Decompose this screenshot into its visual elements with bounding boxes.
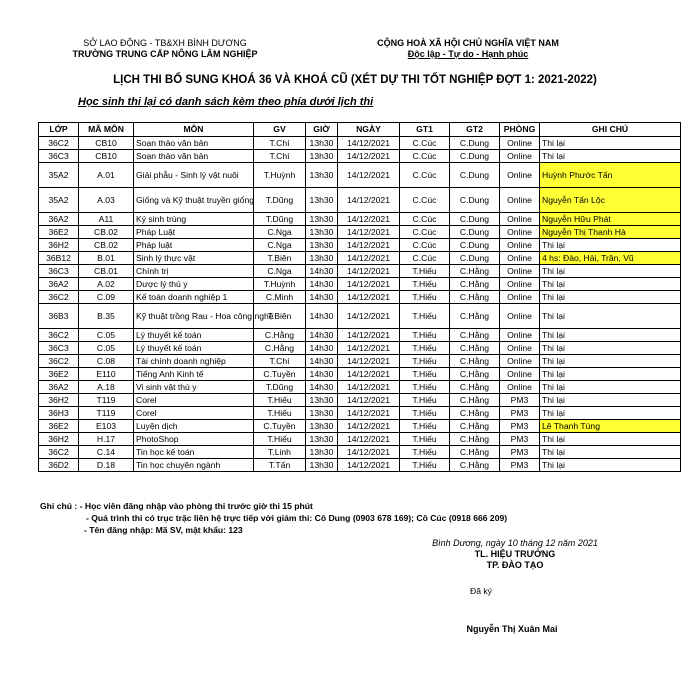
cell-time: 13h30	[306, 433, 338, 446]
cell-proctor2: C.Hằng	[450, 394, 500, 407]
cell-proctor1: T.Hiếu	[400, 446, 450, 459]
cell-date: 14/12/2021	[338, 329, 400, 342]
cell-subject: Pháp Luật	[134, 226, 254, 239]
cell-room: Online	[500, 252, 540, 265]
cell-teacher: T.Chí	[254, 355, 306, 368]
cell-subject: Vi sinh vật thú y	[134, 381, 254, 394]
table-row	[39, 355, 681, 368]
cell-date: 14/12/2021	[338, 446, 400, 459]
cell-notes: Thi lại	[540, 433, 681, 446]
cell-subject: Lý thuyết kế toán	[134, 342, 254, 355]
table-row	[39, 291, 681, 304]
cell-subject-code: CB.02	[79, 226, 134, 239]
cell-subject-code: E103	[79, 420, 134, 433]
cell-teacher: C.Nga	[254, 226, 306, 239]
col-header-subject: MÔN	[134, 123, 254, 137]
table-row	[39, 407, 681, 420]
cell-teacher: C.Hằng	[254, 329, 306, 342]
note-contact: - Quá trình thi có trục trặc liên hệ trực tiếp với giám thi: Cô Dung (0903 678 169); Cô Cúc (0918 666 209)	[86, 513, 508, 523]
table-row	[39, 265, 681, 278]
cell-room: Online	[500, 163, 540, 188]
cell-subject-code: H.17	[79, 433, 134, 446]
cell-subject-code: T119	[79, 407, 134, 420]
cell-class: 36C3	[39, 150, 79, 163]
cell-subject-code: C.14	[79, 446, 134, 459]
cell-room: Online	[500, 137, 540, 150]
cell-notes: Thi lại	[540, 265, 681, 278]
cell-proctor1: C.Cúc	[400, 213, 450, 226]
cell-subject-code: C.05	[79, 342, 134, 355]
cell-date: 14/12/2021	[338, 420, 400, 433]
cell-time: 14h30	[306, 278, 338, 291]
cell-proctor2: C.Dung	[450, 239, 500, 252]
cell-notes: Thi lại	[540, 304, 681, 329]
cell-class: 36H2	[39, 394, 79, 407]
cell-proctor1: C.Cúc	[400, 188, 450, 213]
cell-time: 14h30	[306, 342, 338, 355]
cell-date: 14/12/2021	[338, 381, 400, 394]
cell-subject-code: CB.01	[79, 265, 134, 278]
cell-proctor1: C.Cúc	[400, 226, 450, 239]
issuer-header	[35, 38, 295, 60]
cell-notes: Thi lại	[540, 329, 681, 342]
note-credentials: - Tên đăng nhập: Mã SV, mật khẩu: 123	[84, 525, 243, 535]
cell-time: 14h30	[306, 381, 338, 394]
cell-subject: Pháp luật	[134, 239, 254, 252]
cell-room: Online	[500, 304, 540, 329]
cell-subject: Tiếng Anh Kinh tế	[134, 368, 254, 381]
cell-subject: Corel	[134, 407, 254, 420]
col-header-date: NGÀY	[338, 123, 400, 137]
cell-notes: Lê Thanh Tùng	[540, 420, 681, 433]
cell-time: 14h30	[306, 329, 338, 342]
cell-proctor1: T.Hiếu	[400, 278, 450, 291]
cell-date: 14/12/2021	[338, 252, 400, 265]
cell-proctor2: C.Hằng	[450, 420, 500, 433]
cell-class: 36C2	[39, 137, 79, 150]
table-row	[39, 368, 681, 381]
cell-date: 14/12/2021	[338, 163, 400, 188]
cell-date: 14/12/2021	[338, 188, 400, 213]
cell-proctor1: C.Cúc	[400, 137, 450, 150]
cell-room: PM3	[500, 407, 540, 420]
cell-time: 13h30	[306, 188, 338, 213]
cell-notes: Thi lại	[540, 291, 681, 304]
cell-subject-code: C.05	[79, 329, 134, 342]
cell-date: 14/12/2021	[338, 433, 400, 446]
cell-date: 14/12/2021	[338, 459, 400, 472]
cell-room: Online	[500, 213, 540, 226]
cell-notes: Thi lại	[540, 368, 681, 381]
table-row	[39, 213, 681, 226]
table-row	[39, 226, 681, 239]
cell-subject-code: A11	[79, 213, 134, 226]
cell-proctor2: C.Hằng	[450, 459, 500, 472]
cell-teacher: C.Nga	[254, 265, 306, 278]
document-title: LỊCH THI BỔ SUNG KHOÁ 36 VÀ KHOÁ CŨ (XÉT DỰ THI TỐT NGHIỆP ĐỢT 1: 2021-2022)	[113, 74, 597, 86]
col-header-class: LỚP	[39, 123, 79, 137]
cell-class: 36C3	[39, 265, 79, 278]
cell-subject: Ký sinh trùng	[134, 213, 254, 226]
cell-proctor1: T.Hiếu	[400, 265, 450, 278]
cell-notes: Nguyễn Thị Thanh Hà	[540, 226, 681, 239]
cell-class: 35A2	[39, 188, 79, 213]
cell-time: 14h30	[306, 368, 338, 381]
cell-subject-code: C.08	[79, 355, 134, 368]
cell-proctor2: C.Dung	[450, 163, 500, 188]
cell-subject: Kỹ thuật trồng Rau - Hoa công nghệ	[134, 304, 254, 329]
cell-teacher: T.Dũng	[254, 188, 306, 213]
table-row	[39, 304, 681, 329]
signature-block	[395, 538, 635, 571]
cell-subject: Lý thuyết kế toán	[134, 329, 254, 342]
table-row	[39, 239, 681, 252]
cell-subject: PhotoShop	[134, 433, 254, 446]
col-header-proctor2: GT2	[450, 123, 500, 137]
table-row	[39, 188, 681, 213]
cell-date: 14/12/2021	[338, 304, 400, 329]
table-row	[39, 446, 681, 459]
cell-room: Online	[500, 355, 540, 368]
cell-teacher: T.Tấn	[254, 459, 306, 472]
cell-teacher: C.Hằng	[254, 342, 306, 355]
cell-notes: Nguyễn Tấn Lộc	[540, 188, 681, 213]
cell-class: 36C3	[39, 342, 79, 355]
signer-name: Nguyễn Thị Xuân Mai	[466, 624, 558, 634]
cell-room: PM3	[500, 394, 540, 407]
cell-proctor2: C.Dung	[450, 188, 500, 213]
cell-subject: Soạn thảo văn bản	[134, 137, 254, 150]
cell-class: 36H2	[39, 433, 79, 446]
cell-room: Online	[500, 278, 540, 291]
cell-notes: Thi lại	[540, 446, 681, 459]
cell-date: 14/12/2021	[338, 137, 400, 150]
cell-room: Online	[500, 342, 540, 355]
cell-proctor2: C.Dung	[450, 213, 500, 226]
cell-proctor2: C.Hằng	[450, 304, 500, 329]
cell-class: 36C2	[39, 446, 79, 459]
cell-teacher: C.Tuyền	[254, 368, 306, 381]
col-header-notes: GHI CHÚ	[540, 123, 681, 137]
cell-subject-code: C.09	[79, 291, 134, 304]
cell-notes: Thi lại	[540, 137, 681, 150]
table-row	[39, 459, 681, 472]
cell-subject: Tài chính doanh nghiệp	[134, 355, 254, 368]
cell-subject-code: T119	[79, 394, 134, 407]
cell-proctor2: C.Hằng	[450, 342, 500, 355]
notes-section	[40, 500, 507, 536]
cell-teacher: T.Huỳnh	[254, 278, 306, 291]
cell-subject-code: CB10	[79, 137, 134, 150]
cell-teacher: T.Biên	[254, 304, 306, 329]
col-header-proctor1: GT1	[400, 123, 450, 137]
issuer-department: SỞ LAO ĐỘNG - TB&XH BÌNH DƯƠNG	[83, 38, 247, 48]
cell-date: 14/12/2021	[338, 278, 400, 291]
cell-class: 36C2	[39, 355, 79, 368]
table-row	[39, 163, 681, 188]
cell-teacher: T.Huỳnh	[254, 163, 306, 188]
cell-subject: Corel	[134, 394, 254, 407]
cell-date: 14/12/2021	[338, 407, 400, 420]
cell-subject: Sinh lý thực vật	[134, 252, 254, 265]
cell-subject: Chính trị	[134, 265, 254, 278]
cell-notes: Huỳnh Phước Tấn	[540, 163, 681, 188]
national-name: CỘNG HOÀ XÃ HỘI CHỦ NGHĨA VIỆT NAM	[377, 38, 559, 48]
table-row	[39, 381, 681, 394]
cell-time: 13h30	[306, 252, 338, 265]
cell-date: 14/12/2021	[338, 265, 400, 278]
cell-proctor2: C.Hằng	[450, 355, 500, 368]
cell-proctor2: C.Hằng	[450, 278, 500, 291]
cell-class: 36A2	[39, 278, 79, 291]
cell-subject: Dược lý thú y	[134, 278, 254, 291]
cell-time: 13h30	[306, 459, 338, 472]
signature-role-2: TP. ĐÀO TẠO	[486, 560, 544, 570]
cell-time: 14h30	[306, 291, 338, 304]
table-header-row	[39, 123, 681, 137]
cell-notes: Thi lại	[540, 278, 681, 291]
cell-class: 36E2	[39, 226, 79, 239]
cell-class: 35A2	[39, 163, 79, 188]
col-header-room: PHÒNG	[500, 123, 540, 137]
cell-time: 13h30	[306, 239, 338, 252]
cell-proctor1: T.Hiếu	[400, 459, 450, 472]
cell-subject: Luyện dịch	[134, 420, 254, 433]
cell-class: 36A2	[39, 381, 79, 394]
cell-subject-code: A.18	[79, 381, 134, 394]
cell-class: 36C2	[39, 329, 79, 342]
cell-room: Online	[500, 239, 540, 252]
signature-role-1: TL. HIỆU TRƯỞNG	[474, 549, 556, 559]
cell-time: 14h30	[306, 265, 338, 278]
cell-proctor2: C.Hằng	[450, 407, 500, 420]
cell-date: 14/12/2021	[338, 368, 400, 381]
cell-notes: Thi lại	[540, 407, 681, 420]
cell-proctor1: T.Hiếu	[400, 368, 450, 381]
cell-proctor1: C.Cúc	[400, 252, 450, 265]
cell-room: Online	[500, 381, 540, 394]
cell-room: Online	[500, 188, 540, 213]
table-row	[39, 252, 681, 265]
document-subtitle: Học sinh thi lại có danh sách kèm theo phía dưới lịch thi	[78, 96, 374, 108]
cell-notes: Thi lại	[540, 239, 681, 252]
cell-date: 14/12/2021	[338, 394, 400, 407]
cell-teacher: T.Chí	[254, 137, 306, 150]
cell-proctor2: C.Dung	[450, 252, 500, 265]
cell-room: Online	[500, 226, 540, 239]
national-motto: Độc lập - Tự do - Hạnh phúc	[407, 49, 529, 59]
signed-mark: Đã ký	[470, 586, 492, 596]
cell-proctor1: T.Hiếu	[400, 291, 450, 304]
cell-proctor2: C.Dung	[450, 137, 500, 150]
cell-teacher: C.Minh	[254, 291, 306, 304]
cell-proctor1: T.Hiếu	[400, 355, 450, 368]
cell-time: 13h30	[306, 446, 338, 459]
cell-date: 14/12/2021	[338, 342, 400, 355]
cell-proctor2: C.Hằng	[450, 446, 500, 459]
cell-subject-code: CB.02	[79, 239, 134, 252]
cell-room: PM3	[500, 459, 540, 472]
cell-subject: Tin học chuyên ngành	[134, 459, 254, 472]
cell-class: 36E2	[39, 368, 79, 381]
cell-proctor1: T.Hiếu	[400, 304, 450, 329]
cell-room: Online	[500, 265, 540, 278]
col-header-time: GIỜ	[306, 123, 338, 137]
cell-date: 14/12/2021	[338, 213, 400, 226]
cell-subject-code: E110	[79, 368, 134, 381]
cell-room: Online	[500, 329, 540, 342]
col-header-teacher: GV	[254, 123, 306, 137]
table-row	[39, 433, 681, 446]
cell-subject: Tin học kế toán	[134, 446, 254, 459]
cell-notes: Thi lại	[540, 342, 681, 355]
cell-date: 14/12/2021	[338, 239, 400, 252]
cell-class: 36B12	[39, 252, 79, 265]
cell-proctor2: C.Hằng	[450, 433, 500, 446]
cell-proctor2: C.Hằng	[450, 381, 500, 394]
cell-notes: Thi lại	[540, 150, 681, 163]
cell-teacher: T.Hiếu	[254, 394, 306, 407]
cell-room: PM3	[500, 446, 540, 459]
cell-teacher: T.Dũng	[254, 213, 306, 226]
cell-teacher: T.Biên	[254, 252, 306, 265]
cell-class: 36H3	[39, 407, 79, 420]
cell-subject-code: D.18	[79, 459, 134, 472]
cell-proctor1: T.Hiếu	[400, 381, 450, 394]
cell-room: PM3	[500, 433, 540, 446]
cell-teacher: T.Chí	[254, 150, 306, 163]
cell-proctor1: C.Cúc	[400, 163, 450, 188]
note-login-time: Ghi chú : - Học viên đăng nhập vào phòng thi trước giờ thi 15 phút	[40, 501, 313, 511]
cell-subject-code: A.02	[79, 278, 134, 291]
cell-teacher: C.Nga	[254, 239, 306, 252]
table-row	[39, 137, 681, 150]
cell-proctor1: T.Hiếu	[400, 329, 450, 342]
cell-teacher: T.Linh	[254, 446, 306, 459]
cell-class: 36E2	[39, 420, 79, 433]
table-row	[39, 278, 681, 291]
table-row	[39, 150, 681, 163]
cell-time: 13h30	[306, 163, 338, 188]
cell-class: 36C2	[39, 291, 79, 304]
exam-schedule-table	[38, 122, 681, 472]
cell-subject-code: B.35	[79, 304, 134, 329]
cell-proctor1: T.Hiếu	[400, 407, 450, 420]
national-header	[318, 38, 618, 60]
cell-time: 13h30	[306, 150, 338, 163]
cell-teacher: T.Hiếu	[254, 433, 306, 446]
cell-time: 13h30	[306, 213, 338, 226]
cell-subject: Giải phẫu - Sinh lý vật nuôi	[134, 163, 254, 188]
cell-time: 14h30	[306, 355, 338, 368]
cell-class: 36B3	[39, 304, 79, 329]
cell-subject: Giống và Kỹ thuật truyền giống	[134, 188, 254, 213]
cell-subject-code: CB10	[79, 150, 134, 163]
cell-proctor1: C.Cúc	[400, 150, 450, 163]
cell-proctor2: C.Dung	[450, 226, 500, 239]
cell-proctor1: T.Hiếu	[400, 342, 450, 355]
cell-teacher: T.Dũng	[254, 381, 306, 394]
signature-date: Bình Dương, ngày 10 tháng 12 năm 2021	[432, 538, 598, 548]
cell-date: 14/12/2021	[338, 291, 400, 304]
cell-notes: 4 hs: Đào, Hải, Trân, Vũ	[540, 252, 681, 265]
col-header-subject-code: MÃ MÔN	[79, 123, 134, 137]
cell-class: 36A2	[39, 213, 79, 226]
cell-proctor1: T.Hiếu	[400, 394, 450, 407]
cell-proctor1: C.Cúc	[400, 239, 450, 252]
table-row	[39, 394, 681, 407]
cell-notes: Thi lại	[540, 355, 681, 368]
cell-subject-code: A.01	[79, 163, 134, 188]
cell-time: 13h30	[306, 394, 338, 407]
cell-subject-code: B.01	[79, 252, 134, 265]
cell-date: 14/12/2021	[338, 226, 400, 239]
cell-proctor2: C.Dung	[450, 150, 500, 163]
cell-room: PM3	[500, 420, 540, 433]
cell-room: Online	[500, 291, 540, 304]
cell-time: 13h30	[306, 137, 338, 150]
cell-subject: Soạn thảo văn bản	[134, 150, 254, 163]
cell-proctor2: C.Hằng	[450, 368, 500, 381]
cell-proctor2: C.Hằng	[450, 265, 500, 278]
cell-time: 13h30	[306, 407, 338, 420]
cell-time: 13h30	[306, 420, 338, 433]
cell-notes: Thi lại	[540, 381, 681, 394]
cell-proctor2: C.Hằng	[450, 291, 500, 304]
cell-date: 14/12/2021	[338, 355, 400, 368]
table-row	[39, 420, 681, 433]
cell-teacher: T.Hiếu	[254, 407, 306, 420]
table-row	[39, 329, 681, 342]
cell-notes: Thi lại	[540, 394, 681, 407]
cell-room: Online	[500, 150, 540, 163]
cell-subject-code: A.03	[79, 188, 134, 213]
table-row	[39, 342, 681, 355]
cell-time: 14h30	[306, 304, 338, 329]
cell-subject: Kế toán doanh nghiệp 1	[134, 291, 254, 304]
cell-proctor2: C.Hằng	[450, 329, 500, 342]
cell-proctor1: T.Hiếu	[400, 420, 450, 433]
cell-room: Online	[500, 368, 540, 381]
cell-date: 14/12/2021	[338, 150, 400, 163]
cell-proctor1: T.Hiếu	[400, 433, 450, 446]
cell-class: 36D2	[39, 459, 79, 472]
cell-time: 13h30	[306, 226, 338, 239]
cell-teacher: C.Tuyền	[254, 420, 306, 433]
cell-notes: Thi lại	[540, 459, 681, 472]
cell-notes: Nguyễn Hữu Phát	[540, 213, 681, 226]
issuer-school: TRƯỜNG TRUNG CẤP NÔNG LÂM NGHIỆP	[72, 49, 258, 59]
cell-class: 36H2	[39, 239, 79, 252]
